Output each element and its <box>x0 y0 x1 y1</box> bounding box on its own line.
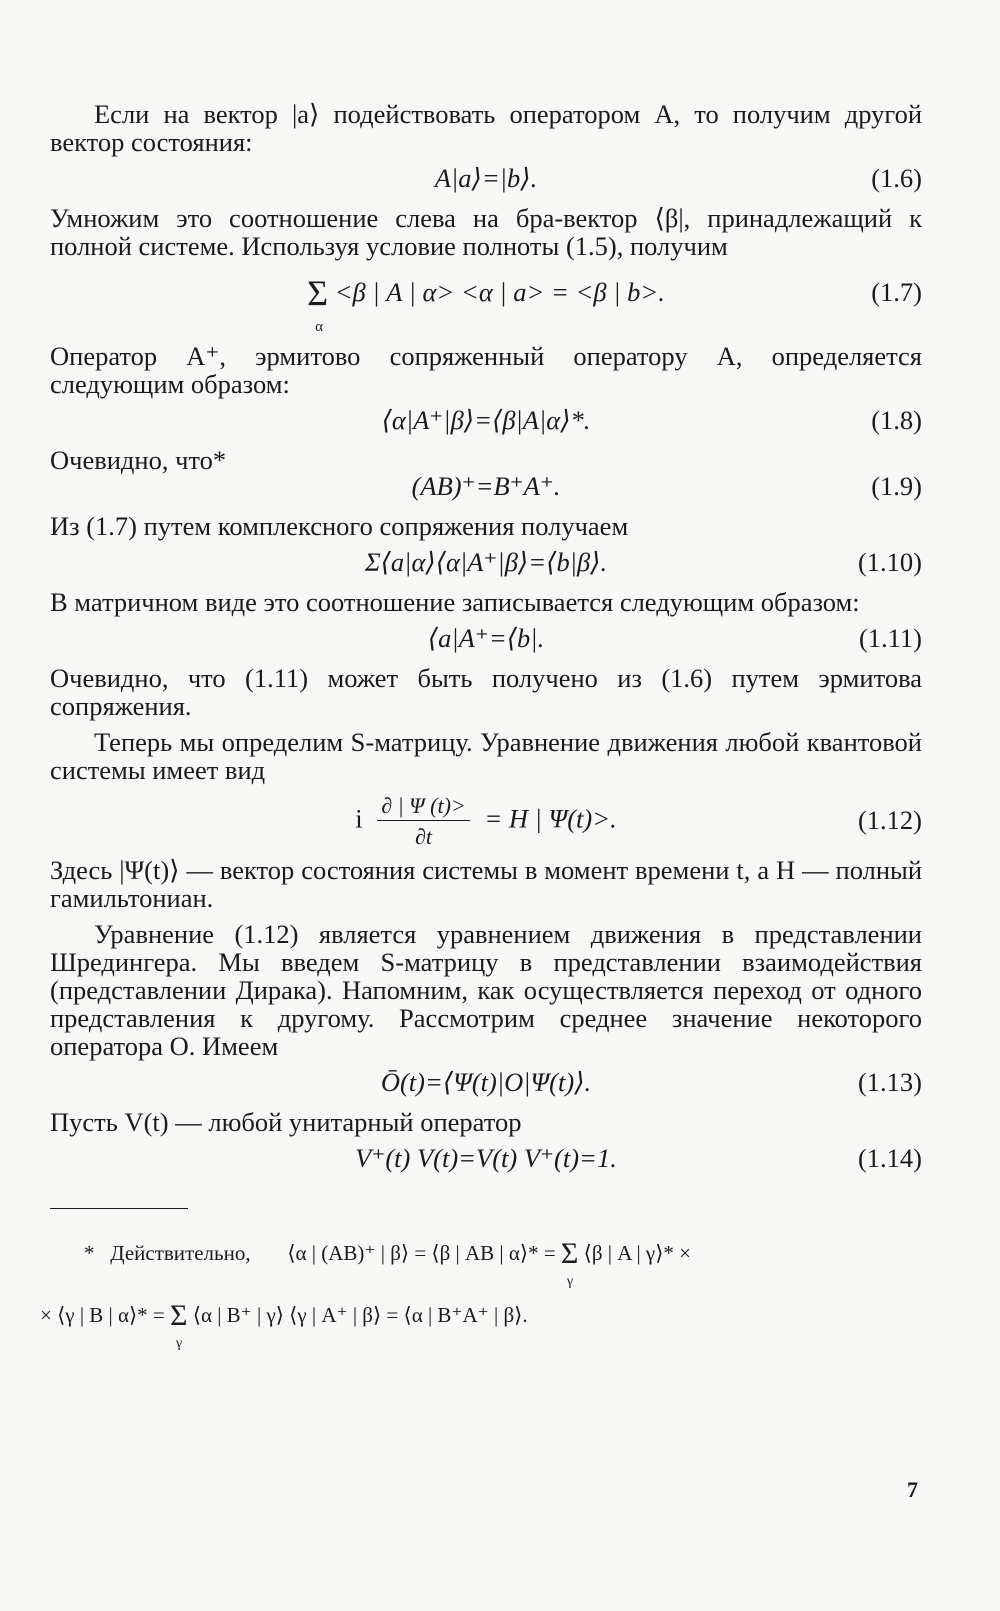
equation-1-6-expr: A|a⟩=|b⟩. <box>434 163 538 193</box>
footnote-summation-sign-2: Σ γ <box>170 1302 187 1330</box>
footnote <box>40 1237 922 1359</box>
footnote-divider <box>50 1208 188 1209</box>
footnote-expr-2-head: × ⟨γ | B | α⟩* = <box>40 1303 165 1327</box>
equation-1-6-number: (1.6) <box>871 163 922 193</box>
equation-1-10 <box>50 544 922 584</box>
footnote-summation-index: γ <box>566 1274 574 1289</box>
paragraph-5: Из (1.7) путем комплексного сопряжения получаем <box>50 511 629 541</box>
equation-1-10-number: (1.10) <box>857 547 922 577</box>
equation-1-11-expr: ⟨a|A⁺=⟨b|. <box>427 623 545 653</box>
footnote-summation-index-2: γ <box>176 1336 183 1351</box>
equation-1-8-expr: ⟨α|A⁺|β⟩=⟨β|A|α⟩*. <box>381 405 591 435</box>
equation-1-8 <box>50 402 922 442</box>
paragraph-7: Очевидно, что (1.11) может быть получено из (1.6) путем эрмитова сопряжения. <box>50 663 922 721</box>
footnote-marker: * <box>84 1241 95 1265</box>
equation-1-9-number: (1.9) <box>871 471 922 501</box>
footnote-summation-sign: Σ γ <box>561 1240 578 1268</box>
footnote-expr-1: ⟨α | (AB)⁺ | β⟩ = ⟨β | AB | α⟩* = <box>287 1241 556 1265</box>
summation-index: α <box>315 319 323 335</box>
summation-sign: Σ α <box>307 279 328 307</box>
equation-1-9 <box>50 468 922 508</box>
equation-1-13 <box>50 1064 922 1104</box>
equation-1-12 <box>50 788 922 852</box>
footnote-expr-2-tail: ⟨α | B⁺ | γ⟩ ⟨γ | A⁺ | β⟩ = ⟨α | B⁺A⁺ | β⟩. <box>192 1303 528 1327</box>
paragraph-1: Если на вектор |a⟩ подействовать оператором A, то получим другой вектор состояния: <box>50 99 922 157</box>
equation-1-12-rhs: = H | Ψ(t)>. <box>484 803 617 834</box>
equation-1-11 <box>50 620 922 660</box>
footnote-line-2 <box>40 1299 922 1351</box>
equation-1-14 <box>50 1140 922 1180</box>
equation-1-6 <box>50 160 922 200</box>
fraction-denominator: ∂t <box>415 824 432 849</box>
equation-1-7 <box>50 264 922 338</box>
equation-1-7-expr: <β | A | α> <α | a> = <β | b>. <box>334 277 665 307</box>
fraction-numerator: ∂ | Ψ (t)> <box>377 792 470 821</box>
paragraph-10: Уравнение (1.12) является уравнением движения в представлении Шредингера. Мы введем S-матрицу в представлении взаимодействия (представлении Дирака). Напомним, как осуществляется переход от одного представления к другому. Рассмотрим среднее значение некоторого оператора O. Имеем <box>50 919 922 1061</box>
paragraph-4: Очевидно, что* <box>50 445 227 475</box>
equation-1-9-expr: (AB)⁺=B⁺A⁺. <box>411 471 561 501</box>
equation-1-11-number: (1.11) <box>858 623 922 653</box>
footnote-lead: Действительно, <box>110 1241 251 1265</box>
paragraph-6: В матричном виде это соотношение записывается следующим образом: <box>50 587 860 617</box>
equation-1-12-number: (1.12) <box>857 805 922 835</box>
paragraph-2: Умножим это соотношение слева на бра-вектор ⟨β|, принадлежащий к полной системе. Используя условие полноты (1.5), получим <box>50 203 922 261</box>
equation-1-14-number: (1.14) <box>857 1143 922 1173</box>
equation-1-13-expr: Ō(t)=⟨Ψ(t)|O|Ψ(t)⟩. <box>380 1067 592 1097</box>
equation-1-13-number: (1.13) <box>857 1067 922 1097</box>
equation-1-8-number: (1.8) <box>871 405 922 435</box>
footnote-line-1 <box>84 1237 922 1289</box>
paragraph-8: Теперь мы определим S-матрицу. Уравнение движения любой квантовой системы имеет вид <box>50 727 922 785</box>
equation-1-14-expr: V⁺(t) V(t)=V(t) V⁺(t)=1. <box>355 1143 617 1173</box>
paragraph-9: Здесь |Ψ(t)⟩ — вектор состояния системы в момент времени t, а H — полный гамильтониан. <box>50 855 922 913</box>
paragraph-11: Пусть V(t) — любой унитарный оператор <box>50 1107 522 1137</box>
paragraph-3: Оператор A⁺, эрмитово сопряженный оператору A, определяется следующим образом: <box>50 341 922 399</box>
equation-1-10-expr: Σ⟨a|α⟩⟨α|A⁺|β⟩=⟨b|β⟩. <box>364 547 608 577</box>
imaginary-unit: i <box>355 803 363 834</box>
time-derivative-fraction <box>377 792 470 851</box>
equation-1-7-number: (1.7) <box>871 277 922 307</box>
footnote-expr-1-tail: ⟨β | A | γ⟩* × <box>583 1241 691 1265</box>
page-number: 7 <box>907 1477 918 1502</box>
